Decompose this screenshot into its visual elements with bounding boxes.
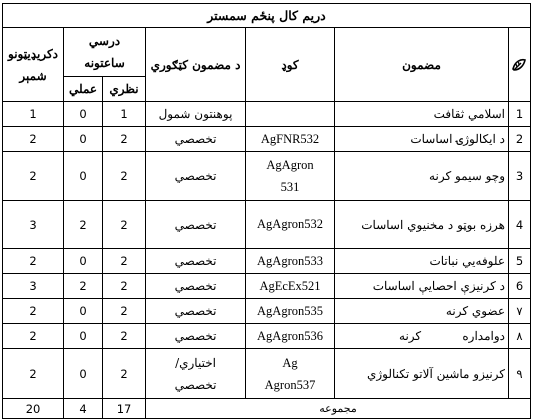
table-row [3,102,531,127]
subject-cell: دوامداره کرنه [335,324,509,349]
category-cell: تخصصي [146,201,246,249]
theory-cell: 2 [103,349,146,399]
practical-cell: 2 [64,201,103,249]
theory-cell: 2 [103,201,146,249]
practical-cell: 0 [64,152,103,201]
category-cell [146,349,246,399]
totals-practical: 4 [64,399,103,419]
code-cell [246,152,335,201]
category-cell: تخصصي [146,274,246,299]
subject-cell: کرنیزو ماشین آلاتو تکنالوژي [335,349,509,399]
row-number: ۷ [509,299,531,324]
row-number: ۸ [509,324,531,349]
practical-cell: 2 [64,274,103,299]
practical-cell: 0 [64,299,103,324]
credits-cell: 2 [3,152,64,201]
code-cell: AgAgron533 [246,249,335,274]
table-row [3,324,531,349]
practical-cell: 0 [64,349,103,399]
totals-label: مجموعه [146,399,531,419]
table-row [3,127,531,152]
row-number: 1 [509,102,531,127]
credits-cell: 2 [3,299,64,324]
category-cell: پوهنتون شمول [146,102,246,127]
credits-cell: 2 [3,324,64,349]
totals-row [3,399,531,419]
theory-cell: 2 [103,324,146,349]
practical-cell: 0 [64,324,103,349]
subject-cell: علوفه‌یي نباتات [335,249,509,274]
category-cell: تخصصي [146,299,246,324]
subject-cell: د کرنیزې احصایې اساسات [335,274,509,299]
category-cell: تخصصي [146,324,246,349]
title-row [3,4,531,28]
row-number: 5 [509,249,531,274]
theory-cell: 2 [103,152,146,201]
subject-cell: د ایکالوژۍ اساسات [335,127,509,152]
header-theory: نظري [103,77,146,102]
table-row [3,152,531,201]
category-cell: تخصصي [146,127,246,152]
category-cell: تخصصي [146,249,246,274]
credits-cell: 3 [3,201,64,249]
code-cell: AgAgron532 [246,201,335,249]
credits-cell: 3 [3,274,64,299]
code-cell: AgEcEx521 [246,274,335,299]
semester-table [2,3,531,419]
credits-cell: 2 [3,127,64,152]
header-hours: درسي ساعتونه [64,28,146,77]
table-title: دریم کال پنځم سمستر [3,4,531,28]
theory-cell: 2 [103,299,146,324]
header-category: د مضمون کټګوري [146,28,246,102]
credits-cell: 1 [3,102,64,127]
subject-cell: عضوي کرنه [335,299,509,324]
theory-cell: 2 [103,249,146,274]
practical-cell: 0 [64,102,103,127]
code-cell [246,102,335,127]
category-cell: تخصصي [146,152,246,201]
header-credits: دکریډیټونو شمېر [3,28,64,102]
header-row [3,28,531,77]
code-cell [246,349,335,399]
theory-cell: 2 [103,127,146,152]
subject-cell: اسلامي ثقافت [335,102,509,127]
code-text: Ag Agron537 [264,355,316,392]
category-text: اختیاري/ تخصصي [174,355,217,392]
header-practical: عملي [64,77,103,102]
table-row [3,299,531,324]
leaf-symbol-icon [509,28,531,102]
theory-cell: 2 [103,274,146,299]
code-text: AgAgron 531 [266,158,314,194]
credits-cell: 2 [3,249,64,274]
code-cell: AgAgron535 [246,299,335,324]
header-code: کوډ [246,28,335,102]
row-number: 3 [509,152,531,201]
credits-cell: 2 [3,349,64,399]
row-number: 6 [509,274,531,299]
totals-credits: 20 [3,399,64,419]
practical-cell: 0 [64,127,103,152]
header-subject: مضمون [335,28,509,102]
code-cell: AgFNR532 [246,127,335,152]
table-row [3,274,531,299]
row-number: 2 [509,127,531,152]
table-row [3,201,531,249]
subject-cell: هرزه بوټو د مخنیوي اساسات [335,201,509,249]
practical-cell: 0 [64,249,103,274]
totals-theory: 17 [103,399,146,419]
table-row [3,249,531,274]
code-cell: AgAgron536 [246,324,335,349]
row-number: 4 [509,201,531,249]
table-row [3,349,531,399]
row-number: ۹ [509,349,531,399]
theory-cell: 1 [103,102,146,127]
subject-cell: وچو سیمو کرنه [335,152,509,201]
